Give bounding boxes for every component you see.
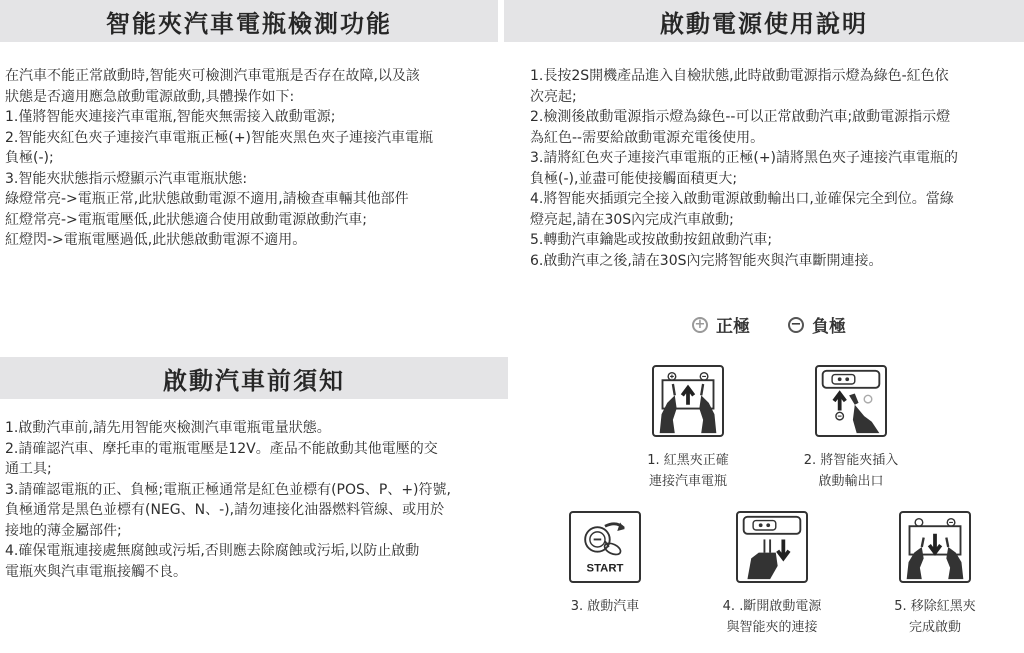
step-4-illustration <box>736 511 808 583</box>
legend-positive-label: 正極 <box>716 317 750 337</box>
text-line: 5.轉動汽車鑰匙或按啟動按鈕啟動汽車; <box>530 232 773 248</box>
caption-line: 啟動輸出口 <box>818 474 884 489</box>
step-2-illustration <box>815 365 887 437</box>
caption-line: 3. 啟動汽車 <box>570 599 640 614</box>
text-line: 6.啟動汽車之後,請在30S內完將智能夾與汽車斷開連接。 <box>530 252 883 269</box>
caption-line: 5. 移除紅黑夾 <box>894 599 976 614</box>
text-line: 1.僅將智能夾連接汽車電瓶,智能夾無需接入啟動電源; <box>5 109 336 125</box>
text-line: 3.請將紅色夾子連接汽車電瓶的正極(+)請將黑色夾子連接汽車電瓶的 <box>530 150 959 166</box>
step-5-illustration <box>899 511 971 583</box>
text-line: 4.將智能夾插頭完全接入啟動電源啟動輸出口,並確保完全到位。當綠 <box>530 191 954 207</box>
instructions-text <box>530 66 1020 271</box>
battery-test-text <box>5 66 497 251</box>
plug-disconnect-icon <box>738 513 806 581</box>
text-line: 負極(-); <box>5 150 54 166</box>
text-line: 1.啟動汽車前,請先用智能夾檢測汽車電瓶電量狀態。 <box>5 420 331 436</box>
section-title-before-starting: 啟動汽車前須知 <box>0 357 508 399</box>
text-line: 2.請確認汽車、摩托車的電瓶電壓是12V。產品不能啟動其他電壓的交 <box>5 440 438 457</box>
step-5-caption <box>873 596 997 638</box>
step-4-caption <box>703 596 841 638</box>
step-3-illustration <box>569 511 641 583</box>
text-line: 燈亮起,請在30S內完成汽車啟動; <box>530 211 734 228</box>
legend-positive <box>692 312 750 337</box>
step-3-caption <box>545 596 665 617</box>
caption-line: 連接汽車電瓶 <box>648 474 727 489</box>
text-line: 4.確保電瓶連接處無腐蝕或污垢,否則應去除腐蝕或污垢,以防止啟動 <box>5 543 420 559</box>
text-line: 接地的薄金屬部件; <box>5 522 122 539</box>
text-line: 電瓶夾與汽車電瓶接觸不良。 <box>5 563 187 580</box>
step-1-caption <box>627 450 749 492</box>
caption-line: 與智能夾的連接 <box>726 620 818 635</box>
text-line: 負極通常是黑色並標有(NEG、N、-),請勿連接化油器燃料管線、或用於 <box>5 502 445 518</box>
step-1-illustration <box>652 365 724 437</box>
minus-circle-icon: − <box>788 317 804 333</box>
start-label: START <box>586 562 624 575</box>
text-line: 1.長按2S開機產品進入自檢狀態,此時啟動電源指示燈為綠色-紅色依 <box>530 68 949 84</box>
step-2-caption <box>790 450 912 492</box>
text-line: 在汽車不能正常啟動時,智能夾可檢測汽車電瓶是否存在故障,以及該 <box>5 68 420 84</box>
section-title-battery-test: 智能夾汽車電瓶檢測功能 <box>0 0 498 42</box>
legend-negative <box>788 312 846 337</box>
section-title-jump-starter-instructions: 啟動電源使用說明 <box>504 0 1024 42</box>
text-line: 3.智能夾狀態指示燈顯示汽車電瓶狀態: <box>5 170 248 187</box>
text-line: 3.請確認電瓶的正、負極;電瓶正極通常是紅色並標有(POS、P、+)符號, <box>5 481 451 498</box>
caption-line: 1. 紅黑夾正確 <box>647 453 729 468</box>
caption-line: 2. 將智能夾插入 <box>803 453 899 468</box>
before-starting-text <box>5 418 503 582</box>
ignition-key-icon <box>571 513 639 581</box>
text-line: 紅燈閃->電瓶電壓過低,此狀態啟動電源不適用。 <box>5 232 307 248</box>
caption-line: 4. .斷開啟動電源 <box>722 599 822 614</box>
text-line: 2.檢測後啟動電源指示燈為綠色--可以正常啟動汽車;啟動電源指示燈 <box>530 109 951 125</box>
text-line: 負極(-),並盡可能使接觸面積更大; <box>530 170 738 187</box>
text-line: 狀態是否適用應急啟動電源啟動,具體操作如下: <box>5 88 295 105</box>
plus-circle-icon: + <box>692 317 708 333</box>
remove-clamps-icon <box>901 513 969 581</box>
text-line: 紅燈常亮->電瓶電壓低,此狀態適合使用啟動電源啟動汽車; <box>5 211 367 228</box>
caption-line: 完成啟動 <box>908 620 961 635</box>
battery-clamp-icon <box>654 367 722 435</box>
plug-insert-icon <box>817 367 885 435</box>
legend-negative-label: 負極 <box>812 317 846 337</box>
text-line: 通工具; <box>5 461 52 477</box>
text-line: 2.智能夾紅色夾子連接汽車電瓶正極(+)智能夾黑色夾子連接汽車電瓶 <box>5 129 434 146</box>
text-line: 次亮起; <box>530 88 577 105</box>
text-line: 綠燈常亮->電瓶正常,此狀態啟動電源不適用,請檢查車輛其他部件 <box>5 191 409 207</box>
text-line: 為紅色--需要給啟動電源充電後使用。 <box>530 129 765 146</box>
